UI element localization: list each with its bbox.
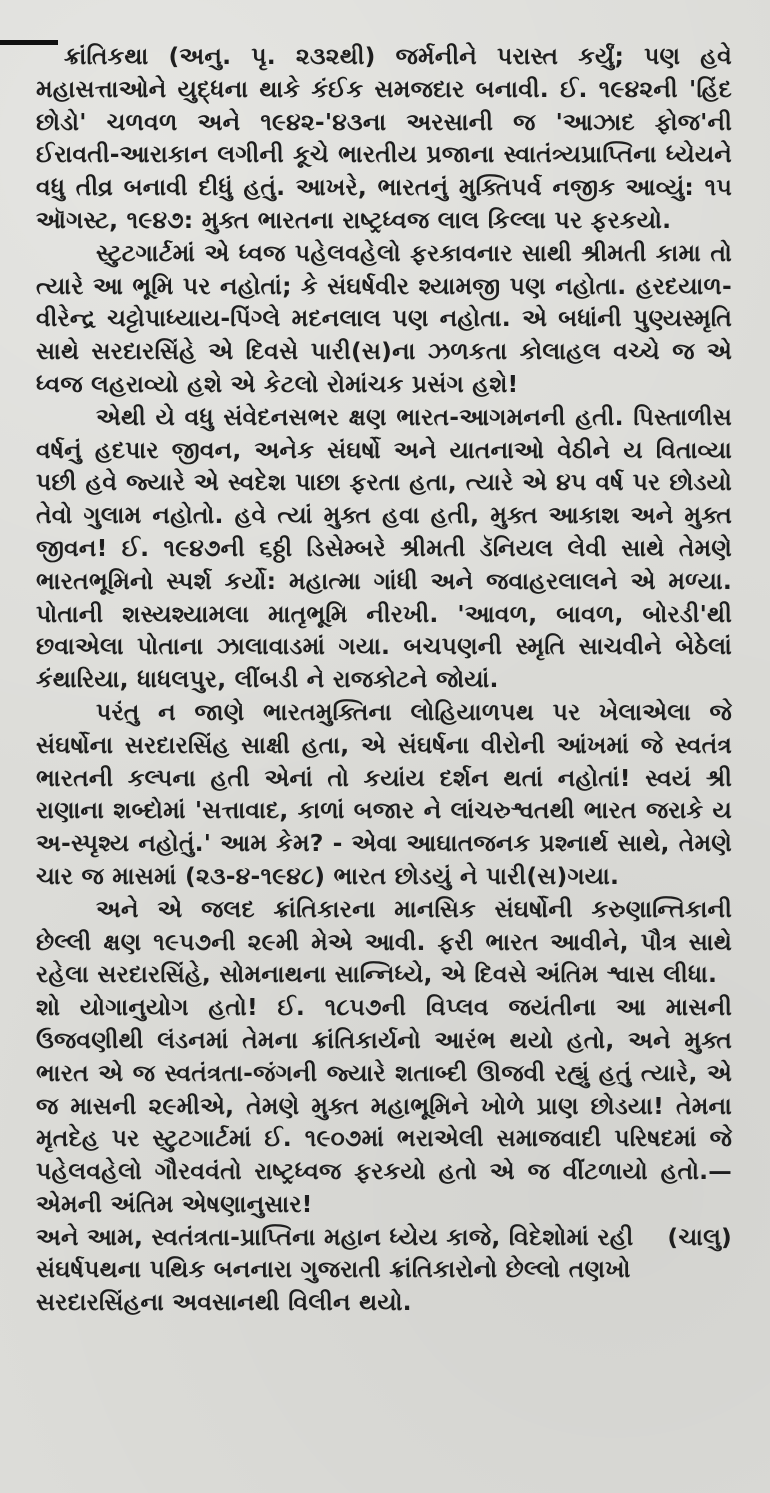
header-rule (0, 40, 58, 45)
continued-label: (ચાલુ) (667, 1222, 732, 1251)
paragraph-7: અને આમ, સ્વતંત્રતા-પ્રાપ્તિના મહાન ધ્યેય કાજે, વિદેશોમાં રહી સંઘર્ષપથના પથિક બનનારા ગુજરાતી ક્રાંતિકારોનો છેલ્લો તણખો સરદારસિંહના અવસાનથી વિલીન થયો. (36, 1222, 634, 1317)
article-body (36, 40, 732, 1319)
paragraph-5: અને એ જલદ ક્રાંતિકારના માનસિક સંઘર્ષોની કરુણાન્તિકાની છેલ્લી ક્ષણ ૧૯૫૭ની ૨૯મી મેએ આવી. ફરી ભારત આવીને, પૌત્ર સાથે રહેલા સરદારસિંહે, સોમનાથના સાન્નિધ્યે, એ દિવસે અંતિમ શ્વાસ લીધા. (36, 894, 732, 989)
paragraph-1: ક્રાંતિકથા (અનુ. પૃ. ૨૩૨થી) જર્મનીને પરાસ્ત કર્યું; પણ હવે મહાસત્તાઓને યુદ્ધના થાકે કંઈક સમજદાર બનાવી. ઈ. ૧૯૪૨ની 'હિંદ છોડો' ચળવળ અને ૧૯૪૨-'૪૩ના અરસાની જ 'આઝાદ ફોજ'ની ઈરાવતી-આરાકાન લગીની કૂચે ભારતીય પ્રજાના સ્વાતંત્ર્યપ્રાપ્તિના ધ્યેયને વધુ તીવ્ર બનાવી દીધું હતું. આખરે, ભારતનું મુક્તિપર્વ નજીક આવ્યું: ૧૫ ઑગસ્ટ, ૧૯૪૭: મુક્ત ભારતના રાષ્ટ્રધ્વજ લાલ કિલ્લા પર ફરકયો. (36, 42, 732, 234)
paragraph-4: પરંતુ ન જાણે ભારતમુક્તિના લોહિયાળપથ પર ખેલાએલા જે સંઘર્ષોના સરદારસિંહ સાક્ષી હતા, એ સંઘર્ષના વીરોની આંખમાં જે સ્વતંત્ર ભારતની કલ્પના હતી એનાં તો કયાંય દર્શન થતાં નહોતાં! સ્વયં શ્રી રાણાના શબ્દોમાં 'સત્તાવાદ, કાળાં બજાર ને લાંચરુશ્વતથી ભારત જરાકે ય અ-સ્પૃશ્ય નહોતું.' આમ કેમ? - એવા આઘાતજનક પ્રશ્નાર્થ સાથે, તેમણે ચાર જ માસમાં (૨૩-૪-૧૯૪૮) ભારત છોડયું ને પારી(સ)ગયા. (36, 697, 732, 890)
paragraph-3: એથી યે વધુ સંવેદનસભર ક્ષણ ભારત-આગમનની હતી. પિસ્તાળીસ વર્ષનું હદપાર જીવન, અનેક સંઘર્ષો અને યાતનાઓ વેઠીને ય વિતાવ્યા પછી હવે જ્યારે એ સ્વદેશ પાછા ફરતા હતા, ત્યારે એ ૪૫ વર્ષ પર છોડયો તેવો ગુલામ નહોતો. હવે ત્યાં મુક્ત હવા હતી, મુક્ત આકાશ અને મુક્ત જીવન! ઈ. ૧૯૪૭ની ૬ઠ્ઠી ડિસેમ્બરે શ્રીમતી ડૅનિયલ લેવી સાથે તેમણે ભારતભૂમિનો સ્પર્શ કર્યો: મહાત્મા ગાંધી અને જવાહરલાલને એ મળ્યા. પોતાની શસ્યશ્યામલા માતૃભૂમિ નીરખી. 'આવળ, બાવળ, બોરડી'થી છવાએલા પોતાના ઝાલાવાડમાં ગયા. બચપણની સ્મૃતિ સાચવીને બેઠેલાં કંથારિયા, ધાધલપુર, લીંબડી ને રાજકોટને જોયાં. (36, 402, 732, 694)
paragraph-2: સ્ટુટગાર્ટમાં એ ધ્વજ પહેલવહેલો ફરકાવનાર સાથી શ્રીમતી કામા તો ત્યારે આ ભૂમિ પર નહોતાં; કે સંઘર્ષવીર શ્યામજી પણ નહોતા. હરદયાળ-વીરેન્દ્ર ચટ્ટોપાધ્યાય-પિંગ્લે મદનલાલ પણ નહોતા. એ બધાંની પુણ્યસ્મૃતિ સાથે સરદારસિંહે એ દિવસે પારી(સ)ના ઝળકતા કોલાહલ વચ્ચે જ એ ધ્વજ લહરાવ્યો હશે એ કેટલો રોમાંચક પ્રસંગ હશે! (36, 238, 732, 398)
paragraph-6: શો યોગાનુયોગ હતો! ઈ. ૧૮૫૭ની વિપ્લવ જયંતીના આ માસની ઉજવણીથી લંડનમાં તેમના ક્રાંતિકાર્યનો આરંભ થયો હતો, અને મુક્ત ભારત એ જ સ્વતંત્રતા-જંગની જ્યારે શતાબ્દી ઊજવી રહ્યું હતું ત્યારે, એ જ માસની ૨૯મીએ, તેમણે મુક્ત મહાભૂમિને ખોળે પ્રાણ છોડયા! તેમના મૃતદેહ પર સ્ટુટગાર્ટમાં ઈ. ૧૯૦૭માં ભરાએલી સમાજવાદી પરિષદમાં જે પહેલવહેલો ગૌરવવંતો રાષ્ટ્રધ્વજ ફરકયો હતો એ જ વીંટળાયો હતો.—એમની અંતિમ એષણાનુસાર! (36, 993, 732, 1218)
closing-row (36, 1221, 732, 1319)
